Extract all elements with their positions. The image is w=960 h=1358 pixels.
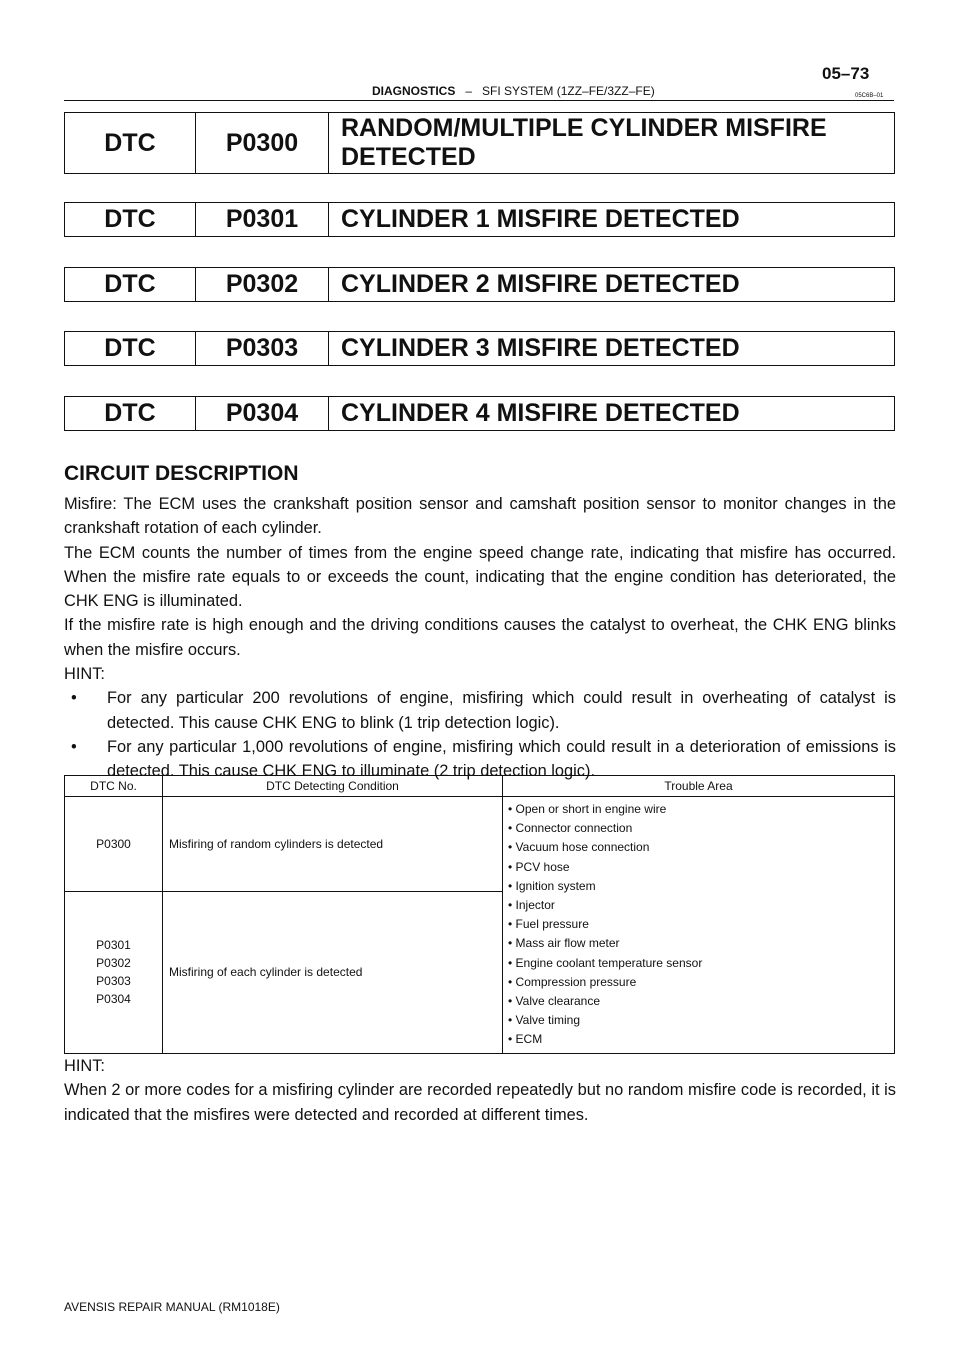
trouble-area-item: • Open or short in engine wire	[508, 802, 667, 816]
table-header-row	[65, 776, 895, 797]
running-header	[372, 84, 655, 98]
trouble-area-item: • Vacuum hose connection	[508, 840, 650, 855]
paragraph: If the misfire rate is high enough and the driving conditions causes the catalyst to overheat, the CHK ENG blinks when the misfire occurs.	[64, 616, 896, 659]
dtc-title: CYLINDER 1 MISFIRE DETECTED	[341, 205, 740, 233]
dtc-code-cell: P0300	[65, 797, 163, 892]
dtc-title: CYLINDER 4 MISFIRE DETECTED	[341, 399, 740, 427]
dtc-code: P0304	[96, 992, 131, 1007]
dtc-title-box-p0304	[64, 396, 895, 431]
dtc-code: P0301	[96, 938, 131, 953]
bullet-icon: •	[71, 689, 77, 708]
hint-label: HINT:	[64, 1057, 105, 1075]
footer-manual-title: AVENSIS REPAIR MANUAL (RM1018E)	[64, 1300, 280, 1314]
document-code: 05C6B–01	[852, 93, 886, 99]
dtc-title-box-p0301	[64, 202, 895, 237]
trouble-area-item: • Injector	[508, 898, 555, 913]
dtc-title: CYLINDER 3 MISFIRE DETECTED	[341, 334, 740, 362]
table-row	[65, 797, 895, 892]
dtc-title-box-p0302	[64, 267, 895, 302]
dtc-code: P0302	[196, 268, 329, 301]
header-rule	[64, 100, 894, 101]
trouble-area-item: • ECM	[508, 1032, 543, 1047]
bullet-item	[64, 686, 896, 735]
closing-hint	[64, 1054, 896, 1127]
paragraph: The ECM counts the number of times from the engine speed change rate, indicating that misfire has occurred. When the misfire rate equals to or exceeds the count, indicating that the engine condition has deteriorated, the CHK ENG is illuminated.	[64, 543, 896, 611]
column-header-trouble-area: Trouble Area	[503, 776, 895, 797]
header-separator: –	[465, 84, 473, 98]
dtc-code: P0300	[196, 113, 329, 173]
trouble-area-item: • Valve timing	[508, 1013, 581, 1028]
page-number: 05–73	[822, 64, 870, 83]
section-title-circuit-description: CIRCUIT DESCRIPTION	[64, 462, 299, 485]
dtc-label: DTC	[65, 113, 196, 173]
dtc-title-box-p0300	[64, 112, 895, 174]
dtc-title: CYLINDER 2 MISFIRE DETECTED	[341, 270, 740, 298]
column-header-condition: DTC Detecting Condition	[163, 776, 503, 797]
dtc-label: DTC	[65, 332, 196, 365]
header-section: DIAGNOSTICS	[372, 84, 456, 98]
paragraph: Misfire: The ECM uses the crankshaft position sensor and camshaft position sensor to monitor changes in the crankshaft rotation of each cylinder.	[64, 495, 896, 538]
trouble-area-item: • Connector connection	[508, 821, 633, 836]
dtc-label: DTC	[65, 397, 196, 430]
bullet-text: For any particular 200 revolutions of engine, misfiring which could result in overheating of catalyst is detected. This cause CHK ENG to blink (1 trip detection logic).	[107, 689, 896, 732]
dtc-code: P0304	[196, 397, 329, 430]
dtc-code: P0303	[196, 332, 329, 365]
dtc-code: P0302	[96, 956, 131, 971]
condition-cell: Misfiring of random cylinders is detected	[163, 797, 503, 892]
header-subsection: SFI SYSTEM (1ZZ–FE/3ZZ–FE)	[482, 84, 655, 98]
trouble-area-cell	[503, 797, 895, 1054]
trouble-area-item: • Valve clearance	[508, 994, 601, 1009]
dtc-title-box-p0303	[64, 331, 895, 366]
column-header-dtc-no: DTC No.	[65, 776, 163, 797]
bullet-icon: •	[71, 737, 77, 756]
circuit-description-body	[64, 492, 896, 784]
condition-cell: Misfiring of each cylinder is detected	[163, 892, 503, 1054]
bullet-text: For any particular 1,000 revolutions of engine, misfiring which could result in a deterioration of emissions is detected. This cause CHK ENG to illuminate (2 trip detection logic).	[107, 737, 896, 781]
dtc-code: P0303	[96, 974, 131, 989]
trouble-area-item: • Ignition system	[508, 878, 596, 893]
trouble-area-item: • Mass air flow meter	[508, 936, 620, 951]
dtc-label: DTC	[65, 268, 196, 301]
dtc-label: DTC	[65, 203, 196, 236]
hint-label: HINT:	[64, 665, 105, 684]
trouble-area-item: • Engine coolant temperature sensor	[508, 955, 703, 970]
hint-text: When 2 or more codes for a misfiring cylinder are recorded repeatedly but no random misfire code is recorded, it is indicated that the misfires were detected and recorded at different times.	[64, 1081, 896, 1124]
dtc-table	[64, 775, 895, 1054]
dtc-code-cell	[65, 892, 163, 1054]
dtc-code: P0301	[196, 203, 329, 236]
trouble-area-item: • Compression pressure	[508, 974, 637, 989]
dtc-title	[329, 113, 894, 173]
dtc-title-line2: DETECTED	[341, 143, 476, 171]
dtc-title-line1: RANDOM/MULTIPLE CYLINDER MISFIRE	[341, 114, 827, 142]
trouble-area-item: • Fuel pressure	[508, 917, 589, 932]
trouble-area-item: • PCV hose	[508, 859, 570, 874]
